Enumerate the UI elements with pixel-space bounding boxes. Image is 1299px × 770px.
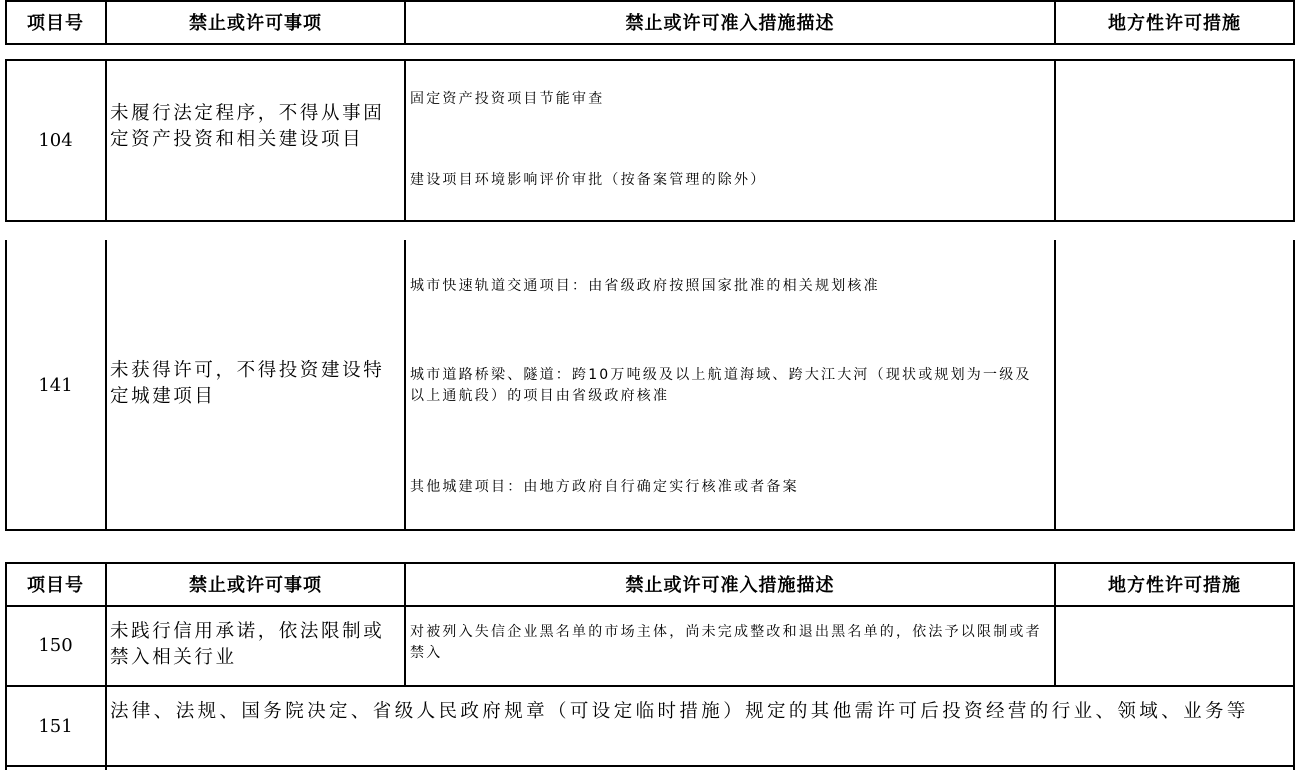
table-row-141: [5, 240, 1295, 532]
row-item: 法律、法规、国务院决定、省级人民政府规章（可设定临时措施）规定的其他需许可后投资经营的行业、领域、业务等: [110, 701, 1249, 722]
row-desc-2: 建设项目环境影响评价审批（按备案管理的除外）: [410, 171, 767, 188]
header-id: 项目号: [27, 575, 84, 596]
row-desc-1: 对被列入失信企业黑名单的市场主体，尚未完成整改和退出黑名单的，依法予以限制或者禁入: [410, 624, 1042, 661]
row-desc-1: 城市快速轨道交通项目：由省级政府按照国家批准的相关规划核准: [410, 277, 880, 294]
table-row-150: [5, 605, 1295, 689]
header-local: 地方性许可措施: [1108, 13, 1241, 34]
header-local: 地方性许可措施: [1108, 575, 1241, 596]
header-id: 项目号: [27, 13, 84, 34]
header-table-1: [5, 0, 1295, 46]
row-item: 未获得许可，不得投资建设特定城建项目: [110, 360, 385, 407]
header-table-2: [5, 562, 1295, 608]
header-desc: 禁止或许可准入措施描述: [625, 575, 835, 596]
row-item: 未履行法定程序，不得从事固定资产投资和相关建设项目: [110, 103, 385, 150]
row-desc-1: 固定资产投资项目节能审查: [410, 90, 605, 107]
row-number: 141: [38, 374, 73, 396]
row-number: 104: [38, 129, 73, 151]
row-number: 151: [38, 715, 73, 737]
row-desc-3: 其他城建项目：由地方政府自行确定实行核准或者备案: [410, 478, 799, 495]
row-item: 未践行信用承诺，依法限制或禁入相关行业: [110, 621, 385, 668]
header-item: 禁止或许可事项: [189, 13, 322, 34]
header-desc: 禁止或许可准入措施描述: [625, 13, 835, 34]
row-desc-2: 城市道路桥梁、隧道：跨10万吨级及以上航道海域、跨大江大河（现状或规划为一级及以上通航段）的项目由省级政府核准: [410, 367, 1032, 404]
row-number: 150: [38, 635, 73, 656]
table-row-151: [5, 685, 1295, 770]
header-item: 禁止或许可事项: [189, 575, 322, 596]
table-row-104: [5, 59, 1295, 224]
